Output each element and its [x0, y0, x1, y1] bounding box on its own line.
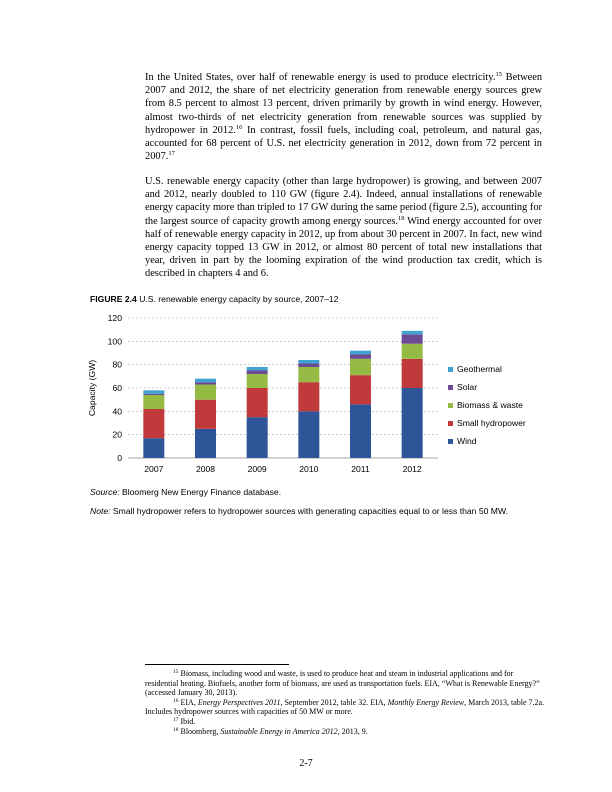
chart-x-tick-label: 2007 — [144, 464, 164, 474]
footnote-divider — [145, 664, 289, 665]
bar-geothermal-2010 — [298, 360, 319, 364]
legend-label: Solar — [457, 382, 478, 392]
body-paragraph-2 — [145, 175, 542, 281]
footnote-ref[interactable]: 17 — [168, 150, 175, 158]
footnote-title: Energy Perspectives 2011 — [197, 697, 281, 707]
footnote-title: Sustainable Energy in America 2012 — [220, 726, 338, 736]
chart-y-tick-label: 100 — [107, 336, 122, 347]
bar-geothermal-2008 — [195, 379, 216, 383]
bar-wind-2012 — [402, 388, 423, 458]
bar-geothermal-2011 — [350, 351, 371, 355]
bar-solar-2011 — [350, 354, 371, 359]
legend-swatch — [448, 421, 453, 426]
bar-solar-2012 — [402, 334, 423, 343]
bar-biomass-waste-2008 — [195, 385, 216, 400]
legend-swatch — [448, 403, 453, 408]
footnote-number: 16 — [173, 697, 179, 704]
figure-title: U.S. renewable energy capacity by source, 2007–12 — [139, 294, 339, 304]
bar-solar-2009 — [247, 371, 268, 375]
chart-y-tick-label: 20 — [112, 429, 122, 440]
legend-label: Geothermal — [457, 364, 502, 374]
footnote-text: Ibid. — [180, 716, 196, 726]
footnote-16 — [145, 698, 545, 717]
chart-y-tick-label: 80 — [112, 359, 122, 370]
chart-y-ticks — [108, 313, 123, 463]
bar-wind-2008 — [195, 429, 216, 458]
figure-label: FIGURE 2.4 — [90, 294, 137, 304]
bar-biomass-waste-2012 — [402, 344, 423, 359]
bar-biomass-waste-2007 — [143, 395, 164, 409]
footnote-ref[interactable]: 16 — [235, 123, 243, 131]
bar-solar-2008 — [195, 382, 216, 384]
paragraph-text: In the United States, over half of renewable energy is used to produce electricity. — [145, 72, 496, 83]
paragraph-text: U.S. renewable energy capacity (other than large hydropower) is growing, and between 2007 and 2012, nearly doubled to 110 GW (figure 2.4). Indeed, annual installations of renewable energy capacity more than tripled to 17 GW during the same period (figure 2.5), accounting for the largest source of capacity growth among energy sources. — [145, 176, 542, 227]
footnotes — [145, 669, 545, 736]
footnote-number: 17 — [173, 716, 179, 723]
figure-note — [90, 506, 510, 517]
bar-small-hydropower-2007 — [143, 409, 164, 438]
bar-biomass-waste-2011 — [350, 359, 371, 375]
legend-swatch — [448, 439, 453, 444]
footnote-18 — [145, 727, 545, 737]
chart-legend — [448, 364, 526, 446]
chart-x-tick-label: 2008 — [195, 464, 216, 474]
chart-x-tick-label: 2011 — [351, 464, 370, 474]
footnote-text: Biomass, including wood and waste, is used to produce heat and steam in industrial applications and for residential heating. Biofuels, another form of biomass, are used as transportation fuels. EIA, “What is Renewable Energy?” (accessed January 30, 2013). — [145, 669, 540, 698]
bar-small-hydropower-2012 — [402, 359, 423, 388]
body-paragraph-1 — [145, 71, 542, 163]
footnote-title: Monthly Energy Review — [387, 697, 465, 707]
bar-small-hydropower-2010 — [298, 382, 319, 411]
bar-biomass-waste-2010 — [298, 367, 319, 382]
bar-wind-2010 — [298, 411, 319, 458]
footnote-number: 15 — [173, 669, 179, 675]
bar-geothermal-2012 — [402, 331, 423, 335]
footnote-ref[interactable]: 15 — [495, 71, 502, 78]
footnote-text: , 2013, 9. — [337, 726, 368, 736]
legend-label: Biomass & waste — [457, 400, 523, 410]
chart-y-tick-label: 60 — [112, 383, 122, 393]
footnote-number: 18 — [173, 726, 179, 733]
chart-x-tick-label: 2010 — [299, 464, 319, 474]
chart-gridlines — [128, 318, 438, 458]
source-text: Bloomerg New Energy Finance database. — [119, 487, 282, 497]
chart-x-tick-label: 2009 — [247, 464, 267, 474]
legend-label: Small hydropower — [457, 418, 526, 428]
chart-y-tick-label: 120 — [107, 313, 122, 323]
paragraph-text: Wind energy accounted for over half of renewable energy capacity in 2012, up from about 30 percent in 2007. In fact, new wind energy capacity topped 13 GW in 2012, or almost 80 percent of total new installations that year, driven in part by the looming expiration of the wind production tax credit, which is described in chapters 4 and 6. — [145, 215, 542, 280]
legend-swatch — [448, 367, 453, 372]
bar-wind-2007 — [143, 438, 164, 458]
footnote-text: Bloomberg, — [180, 726, 221, 736]
page-number: 2-7 — [299, 758, 313, 769]
figure-caption — [90, 294, 338, 304]
footnote-text: , March 2013, table 7.2a. Includes hydropower sources with capacities of 50 MW or more. — [145, 697, 545, 717]
note-label: Note: — [90, 506, 111, 516]
paragraph-text: In contrast, fossil fuels, including coal, petroleum, and natural gas, accounted for 68 percent of U.S. net electricity generation in 2012, down from 72 percent in 2007. — [145, 124, 542, 163]
paragraph-text: Between 2007 and 2012, the share of net electricity generation from renewable energy sources grew from 8.5 percent to almost 13 percent, driven primarily by growth in wind energy. However, almost two-thirds of net electricity generation from renewable sources was supplied by hydropower in 2012. — [145, 72, 543, 136]
chart-y-tick-label: 40 — [112, 406, 122, 417]
bar-small-hydropower-2011 — [350, 375, 371, 404]
footnote-text: , September 2012, table 32. EIA, — [280, 697, 388, 707]
chart-x-tick-label: 2012 — [402, 464, 422, 474]
figure-source — [90, 487, 281, 498]
chart-y-axis-label: Capacity (GW) — [87, 359, 97, 417]
footnote-15 — [145, 669, 545, 698]
legend-label: Wind — [457, 436, 477, 446]
bar-solar-2010 — [298, 364, 319, 368]
bar-wind-2009 — [247, 417, 268, 458]
source-label: Source: — [90, 487, 120, 497]
footnote-ref[interactable]: 18 — [397, 214, 405, 222]
bar-wind-2011 — [350, 404, 371, 458]
bar-small-hydropower-2008 — [195, 400, 216, 429]
footnote-text: EIA, — [180, 697, 198, 707]
chart-y-tick-label: 0 — [117, 453, 122, 463]
footnote-17 — [145, 717, 545, 727]
bar-geothermal-2007 — [143, 390, 164, 394]
note-text: Small hydropower refers to hydropower sources with generating capacities equal to or less than 50 MW. — [110, 506, 508, 516]
bar-small-hydropower-2009 — [247, 388, 268, 417]
bar-biomass-waste-2009 — [247, 374, 268, 388]
chart-x-ticks — [144, 464, 422, 474]
chart-bars — [143, 331, 422, 458]
bar-geothermal-2009 — [247, 367, 268, 371]
legend-swatch — [448, 385, 453, 390]
bar-solar-2007 — [143, 394, 164, 395]
renewable-capacity-chart — [86, 308, 526, 483]
